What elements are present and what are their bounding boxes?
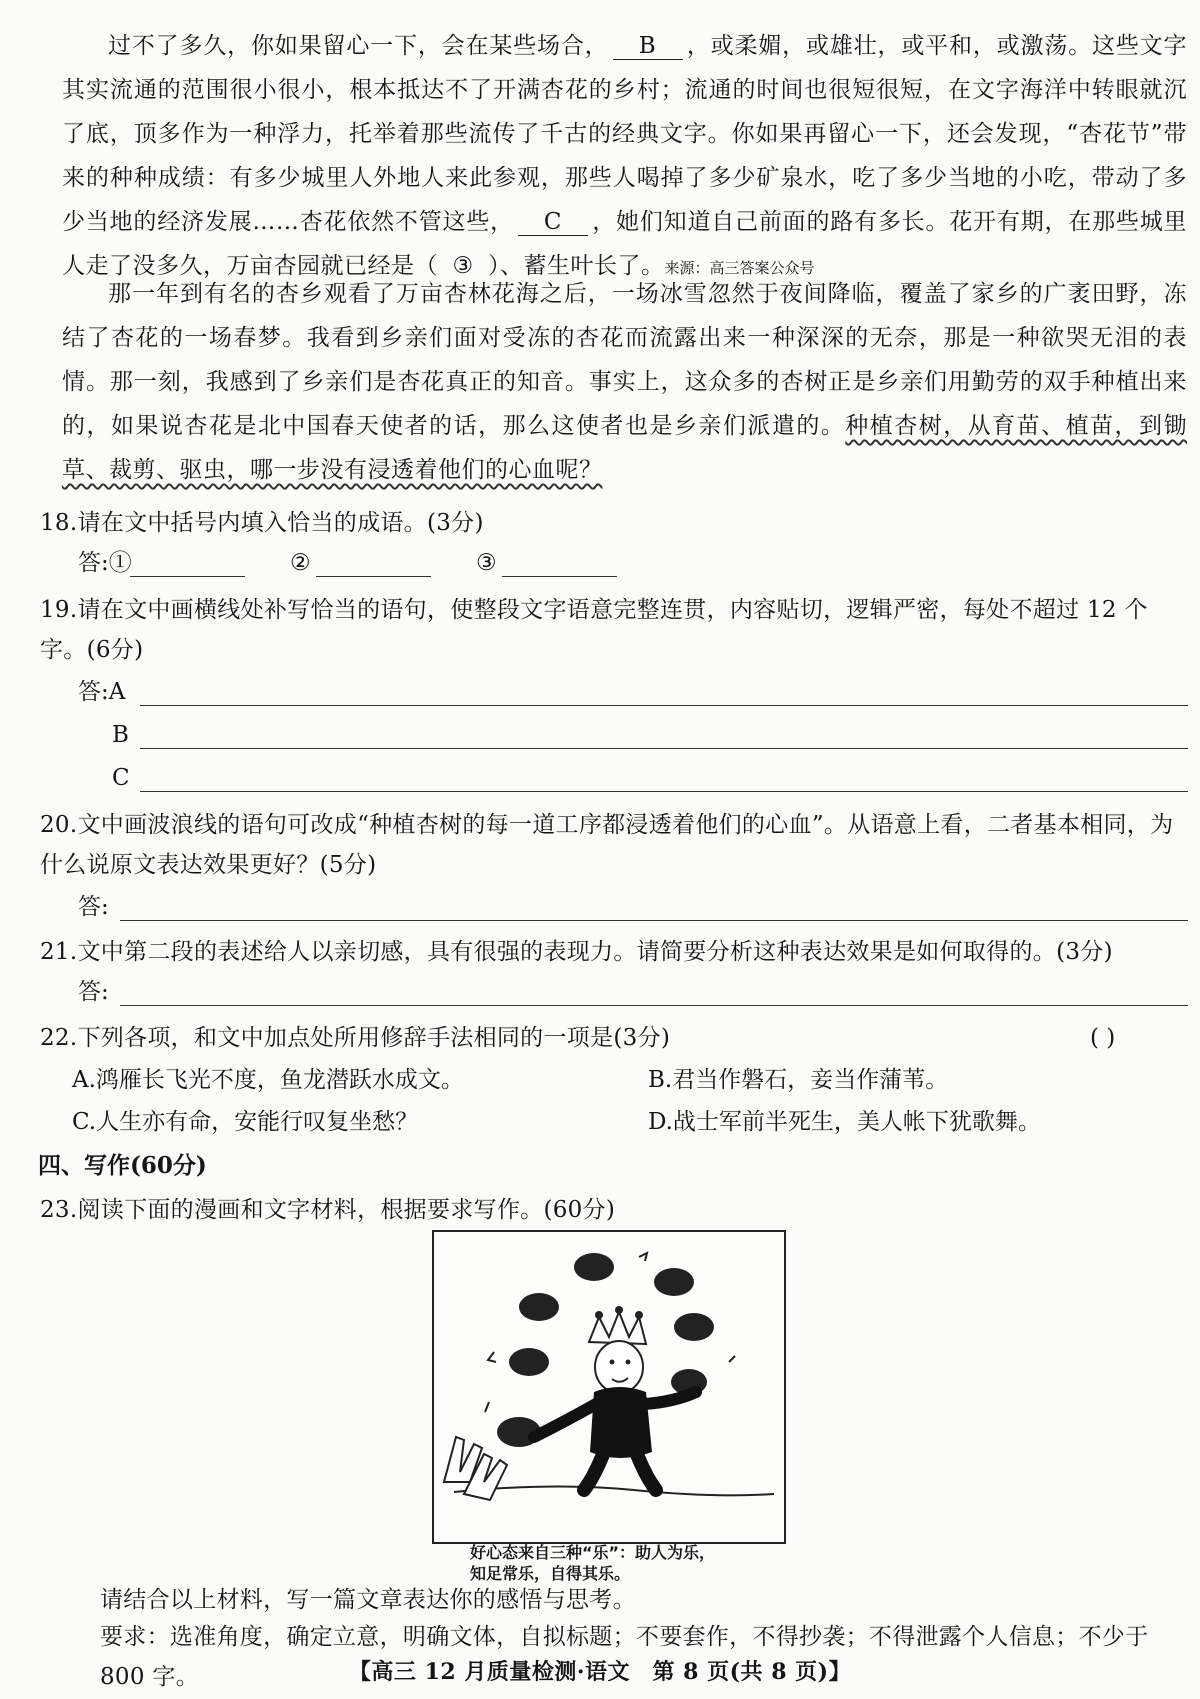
q18-answer-label: 答:① — [78, 550, 132, 576]
question-19: 19.请在文中画横线处补写恰当的语句，使整段文字语意完整连贯，内容贴切，逻辑严密，每处不超过 12 个字。(6分) — [40, 597, 1148, 663]
passage-text: 那一年到有名的杏乡观看了万亩杏林花海之后，一场冰雪忽然于夜间降临，覆盖了家乡的广袤田野，冻结了杏花的一场春梦。我看到乡亲们面对受冻的杏花而流露出来一种深深的无奈，那是一种欲哭无泪的表情。那一刻，我感到了乡亲们是杏花真正的知音。事实上，这众多的杏树正是乡亲们用勤劳的双手种植出来的，如果说杏花是北中国春天使者的话，那么这使者也是乡亲们派遣的。 — [62, 281, 1187, 439]
passage-paragraph-2 — [62, 272, 1187, 492]
passage-text: ，她们知道自己前面的路有多长。花开有期，在那些城里人走了没多久，万亩杏园就已经是（ — [62, 209, 1188, 279]
q21-answer-line[interactable] — [120, 1005, 1188, 1006]
q19-answer-line-c[interactable] — [140, 791, 1188, 792]
q20-answer-line[interactable] — [120, 920, 1188, 921]
q22-option-c[interactable]: C.人生亦有命，安能行叹复坐愁？ — [72, 1109, 419, 1135]
passage-text: 过不了多久，你如果留心一下，会在某些场合， — [108, 33, 609, 59]
q22-option-d[interactable]: D.战士军前半死生，美人帐下犹歌舞。 — [648, 1109, 1041, 1135]
page-footer: 【高三 12 月质量检测·语文 第 8 页(共 8 页)】 — [348, 1659, 852, 1685]
q22-option-b[interactable]: B.君当作磐石，妾当作蒲苇。 — [648, 1067, 949, 1093]
question-23: 23.阅读下面的漫画和文字材料，根据要求写作。(60分) — [40, 1197, 616, 1223]
q18-answer-line-3[interactable] — [502, 576, 617, 577]
blank-b: B — [613, 33, 683, 60]
q18-slot-3-label: ③ — [476, 550, 497, 576]
cartoon-juggler-image — [432, 1230, 786, 1544]
q19-label-b: B — [112, 722, 129, 748]
q20-answer-label: 答: — [78, 894, 109, 920]
q19-answer-line-b[interactable] — [140, 748, 1188, 749]
juggler-illustration — [434, 1232, 784, 1542]
q18-answer-line-1[interactable] — [130, 576, 245, 577]
q22-answer-paren[interactable]: ( ) — [1090, 1025, 1116, 1051]
q19-answer-label: 答:A — [78, 679, 126, 705]
q18-answer-line-2[interactable] — [316, 576, 431, 577]
passage-text: ）、蓄生叶长了。 — [488, 253, 665, 279]
question-21: 21.文中第二段的表述给人以亲切感，具有很强的表现力。请简要分析这种表达效果是如何取得的。(3分) — [40, 939, 1113, 965]
blank-c: C — [518, 209, 588, 236]
passage-text: ，或柔媚，或雄壮，或平和，或激荡。这些文字其实流通的范围很小很小，根本抵达不了开满杏花的乡村；流通的时间也很短很短，在文字海洋中转眼就沉了底，顶多作为一种浮力，托举着那些流传了千古的经典文字。你如果再留心一下，还会发现，“杏花节”带来的种种成绩：有多少城里人外地人来此参观，那些人喝掉了多少矿泉水，吃了多少当地的小吃，带动了多少当地的经济发展……杏花依然不管这些， — [62, 33, 1188, 235]
paren-slot-3: ③ — [452, 253, 474, 279]
q21-answer-label: 答: — [78, 979, 109, 1005]
writing-requirements: 要求：选准角度，确定立意，明确文体，自拟标题；不要套作，不得抄袭；不得泄露个人信息；不少于 800 字。 — [100, 1624, 1149, 1690]
question-18: 18.请在文中括号内填入恰当的成语。(3分) — [40, 510, 484, 536]
q18-slot-2-label: ② — [290, 550, 311, 576]
q19-label-c: C — [112, 765, 130, 791]
passage-paragraph-1 — [62, 24, 1187, 290]
q19-answer-line-a[interactable] — [140, 705, 1188, 706]
cartoon-caption-line-2: 知足常乐，自得其乐。 — [470, 1564, 631, 1583]
source-note: 来源：高三答案公众号 — [664, 259, 815, 277]
wavy-underlined-sentence: 种植杏树，从育苗、植苗，到锄草、裁剪、驱虫，哪一步没有浸透着他们的心血呢？ — [62, 413, 1188, 483]
cartoon-caption-line-1: 好心态来自三种“乐”：助人为乐， — [470, 1543, 716, 1562]
section-heading-writing: 四、写作(60分) — [38, 1152, 207, 1179]
q22-option-a[interactable]: A.鸿雁长飞光不度，鱼龙潜跃水成文。 — [72, 1067, 464, 1093]
question-20: 20.文中画波浪线的语句可改成“种植杏树的每一道工序都浸透着他们的心血”。从语意上看，二者基本相同，为什么说原文表达效果更好？(5分) — [40, 812, 1174, 878]
writing-prompt: 请结合以上材料，写一篇文章表达你的感悟与思考。 — [100, 1587, 636, 1613]
question-22: 22.下列各项，和文中加点处所用修辞手法相同的一项是(3分) — [40, 1025, 671, 1051]
